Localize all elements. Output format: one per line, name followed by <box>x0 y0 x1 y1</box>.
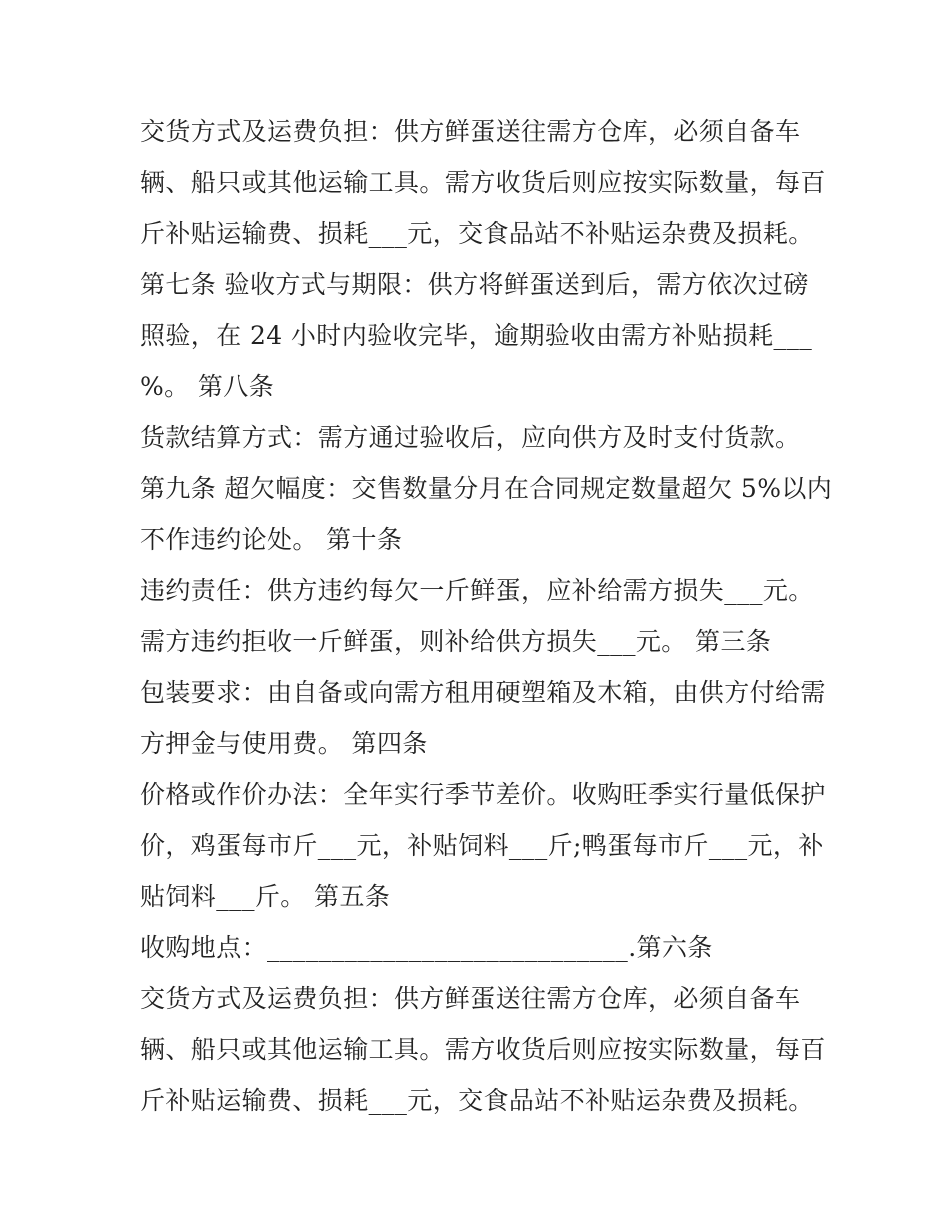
text-line: 违约责任：供方违约每欠一斤鲜蛋，应补给需方损失___元。 <box>140 576 814 605</box>
text-line: 方押金与使用费。 第四条 <box>140 729 428 758</box>
text-line: 收购地点：____________________________.第六条 <box>140 933 713 962</box>
text-line: 辆、船只或其他运输工具。需方收货后则应按实际数量，每百 <box>140 168 826 197</box>
text-line: 交货方式及运费负担：供方鲜蛋送往需方仓库，必须自备车 <box>140 117 801 146</box>
text-line: 需方违约拒收一斤鲜蛋，则补给供方损失___元。 第三条 <box>140 627 772 656</box>
text-line: 贴饲料___斤。 第五条 <box>140 882 391 911</box>
text-line: 第七条 验收方式与期限：供方将鲜蛋送到后，需方依次过磅 <box>140 270 809 299</box>
text-line: 照验，在 24 小时内验收完毕，逾期验收由需方补贴损耗___ <box>140 321 813 350</box>
text-line: 交货方式及运费负担：供方鲜蛋送往需方仓库，必须自备车 <box>140 984 801 1013</box>
text-line: 包装要求：由自备或向需方租用硬塑箱及木箱，由供方付给需 <box>140 678 826 707</box>
text-line: %。 第八条 <box>140 372 275 401</box>
text-line: 货款结算方式：需方通过验收后，应向供方及时支付货款。 <box>140 423 801 452</box>
text-line: 不作违约论处。 第十条 <box>140 525 403 554</box>
text-line: 斤补贴运输费、损耗___元，交食品站不补贴运杂费及损耗。 <box>140 1086 814 1115</box>
text-line: 价，鸡蛋每市斤___元，补贴饲料___斤;鸭蛋每市斤___元，补 <box>140 831 824 860</box>
text-line: 第九条 超欠幅度：交售数量分月在合同规定数量超欠 5%以内 <box>140 474 833 503</box>
text-line: 斤补贴运输费、损耗___元，交食品站不补贴运杂费及损耗。 <box>140 219 814 248</box>
text-line: 辆、船只或其他运输工具。需方收货后则应按实际数量，每百 <box>140 1035 826 1064</box>
text-line: 价格或作价办法：全年实行季节差价。收购旺季实行量低保护 <box>140 780 826 809</box>
document-body <box>140 106 833 1126</box>
